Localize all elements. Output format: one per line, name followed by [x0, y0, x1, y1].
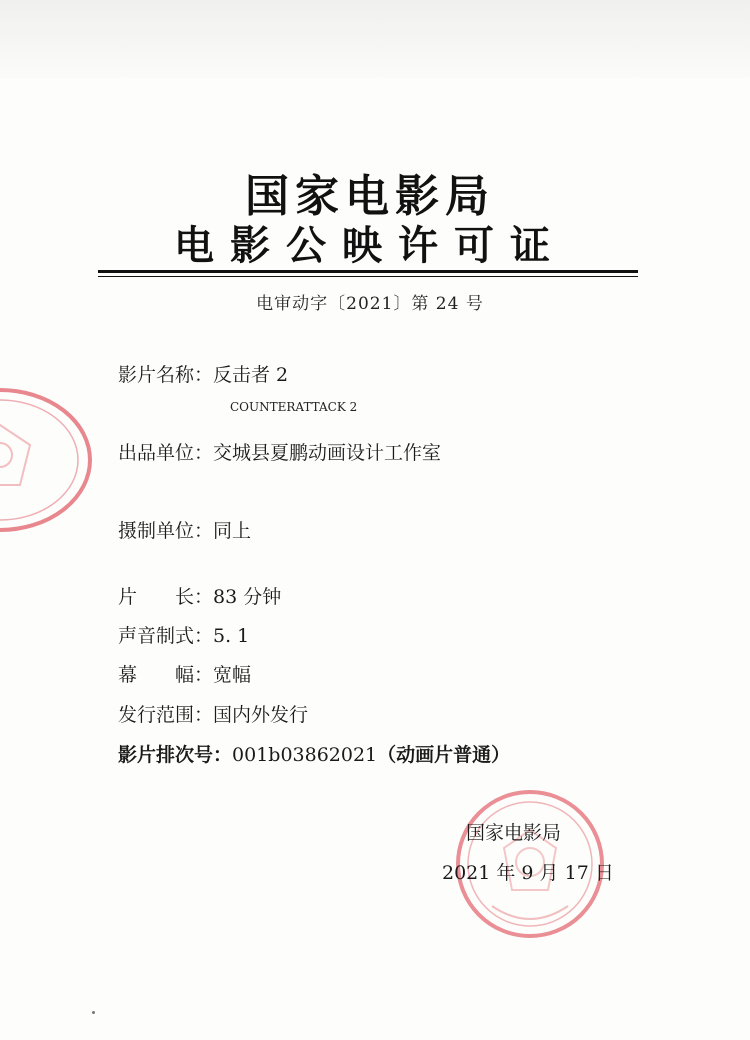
field-label: 影片排次号： — [118, 744, 233, 766]
authority-title: 国家电影局 — [245, 171, 495, 222]
field-serial — [118, 740, 510, 767]
field-value: 001b03862021 — [232, 744, 378, 766]
field-producer — [118, 438, 441, 465]
field-label: 摄制单位： — [118, 520, 214, 542]
field-value: 5. 1 — [213, 625, 250, 647]
field-film-name — [118, 360, 288, 387]
field-value: 83 分钟 — [213, 586, 282, 608]
document-number: 电审动字〔2021〕第 24 号 — [256, 294, 484, 314]
field-label: 声音制式： — [118, 625, 214, 647]
issuer-name: 国家电影局 — [466, 822, 562, 844]
title-rule-thick — [98, 270, 638, 273]
scan-speck — [92, 1011, 95, 1014]
field-label: 片 长： — [118, 586, 214, 608]
title-rule-thin — [98, 276, 638, 277]
field-value: 同上 — [213, 520, 252, 542]
field-note: （动画片普通） — [377, 744, 511, 766]
field-production — [118, 516, 251, 543]
issue-date: 2021 年 9 月 17 日 — [442, 862, 614, 884]
field-length — [118, 582, 281, 609]
document-title: 电影公映许可证 — [174, 223, 566, 269]
field-format — [118, 660, 251, 687]
field-label: 影片名称： — [118, 364, 214, 386]
field-value: 交城县夏鹏动画设计工作室 — [213, 442, 442, 464]
scan-shadow — [0, 0, 750, 78]
field-distribution — [118, 700, 308, 727]
official-seal-icon — [0, 385, 100, 535]
field-sound — [118, 621, 249, 648]
field-label: 出品单位： — [118, 442, 214, 464]
film-english-name: COUNTERATTACK 2 — [230, 400, 358, 414]
field-label: 发行范围： — [118, 704, 214, 726]
field-value: 反击者 2 — [213, 364, 289, 386]
field-value: 国内外发行 — [213, 704, 309, 726]
field-label: 幕 幅： — [118, 664, 214, 686]
field-value: 宽幅 — [213, 664, 252, 686]
